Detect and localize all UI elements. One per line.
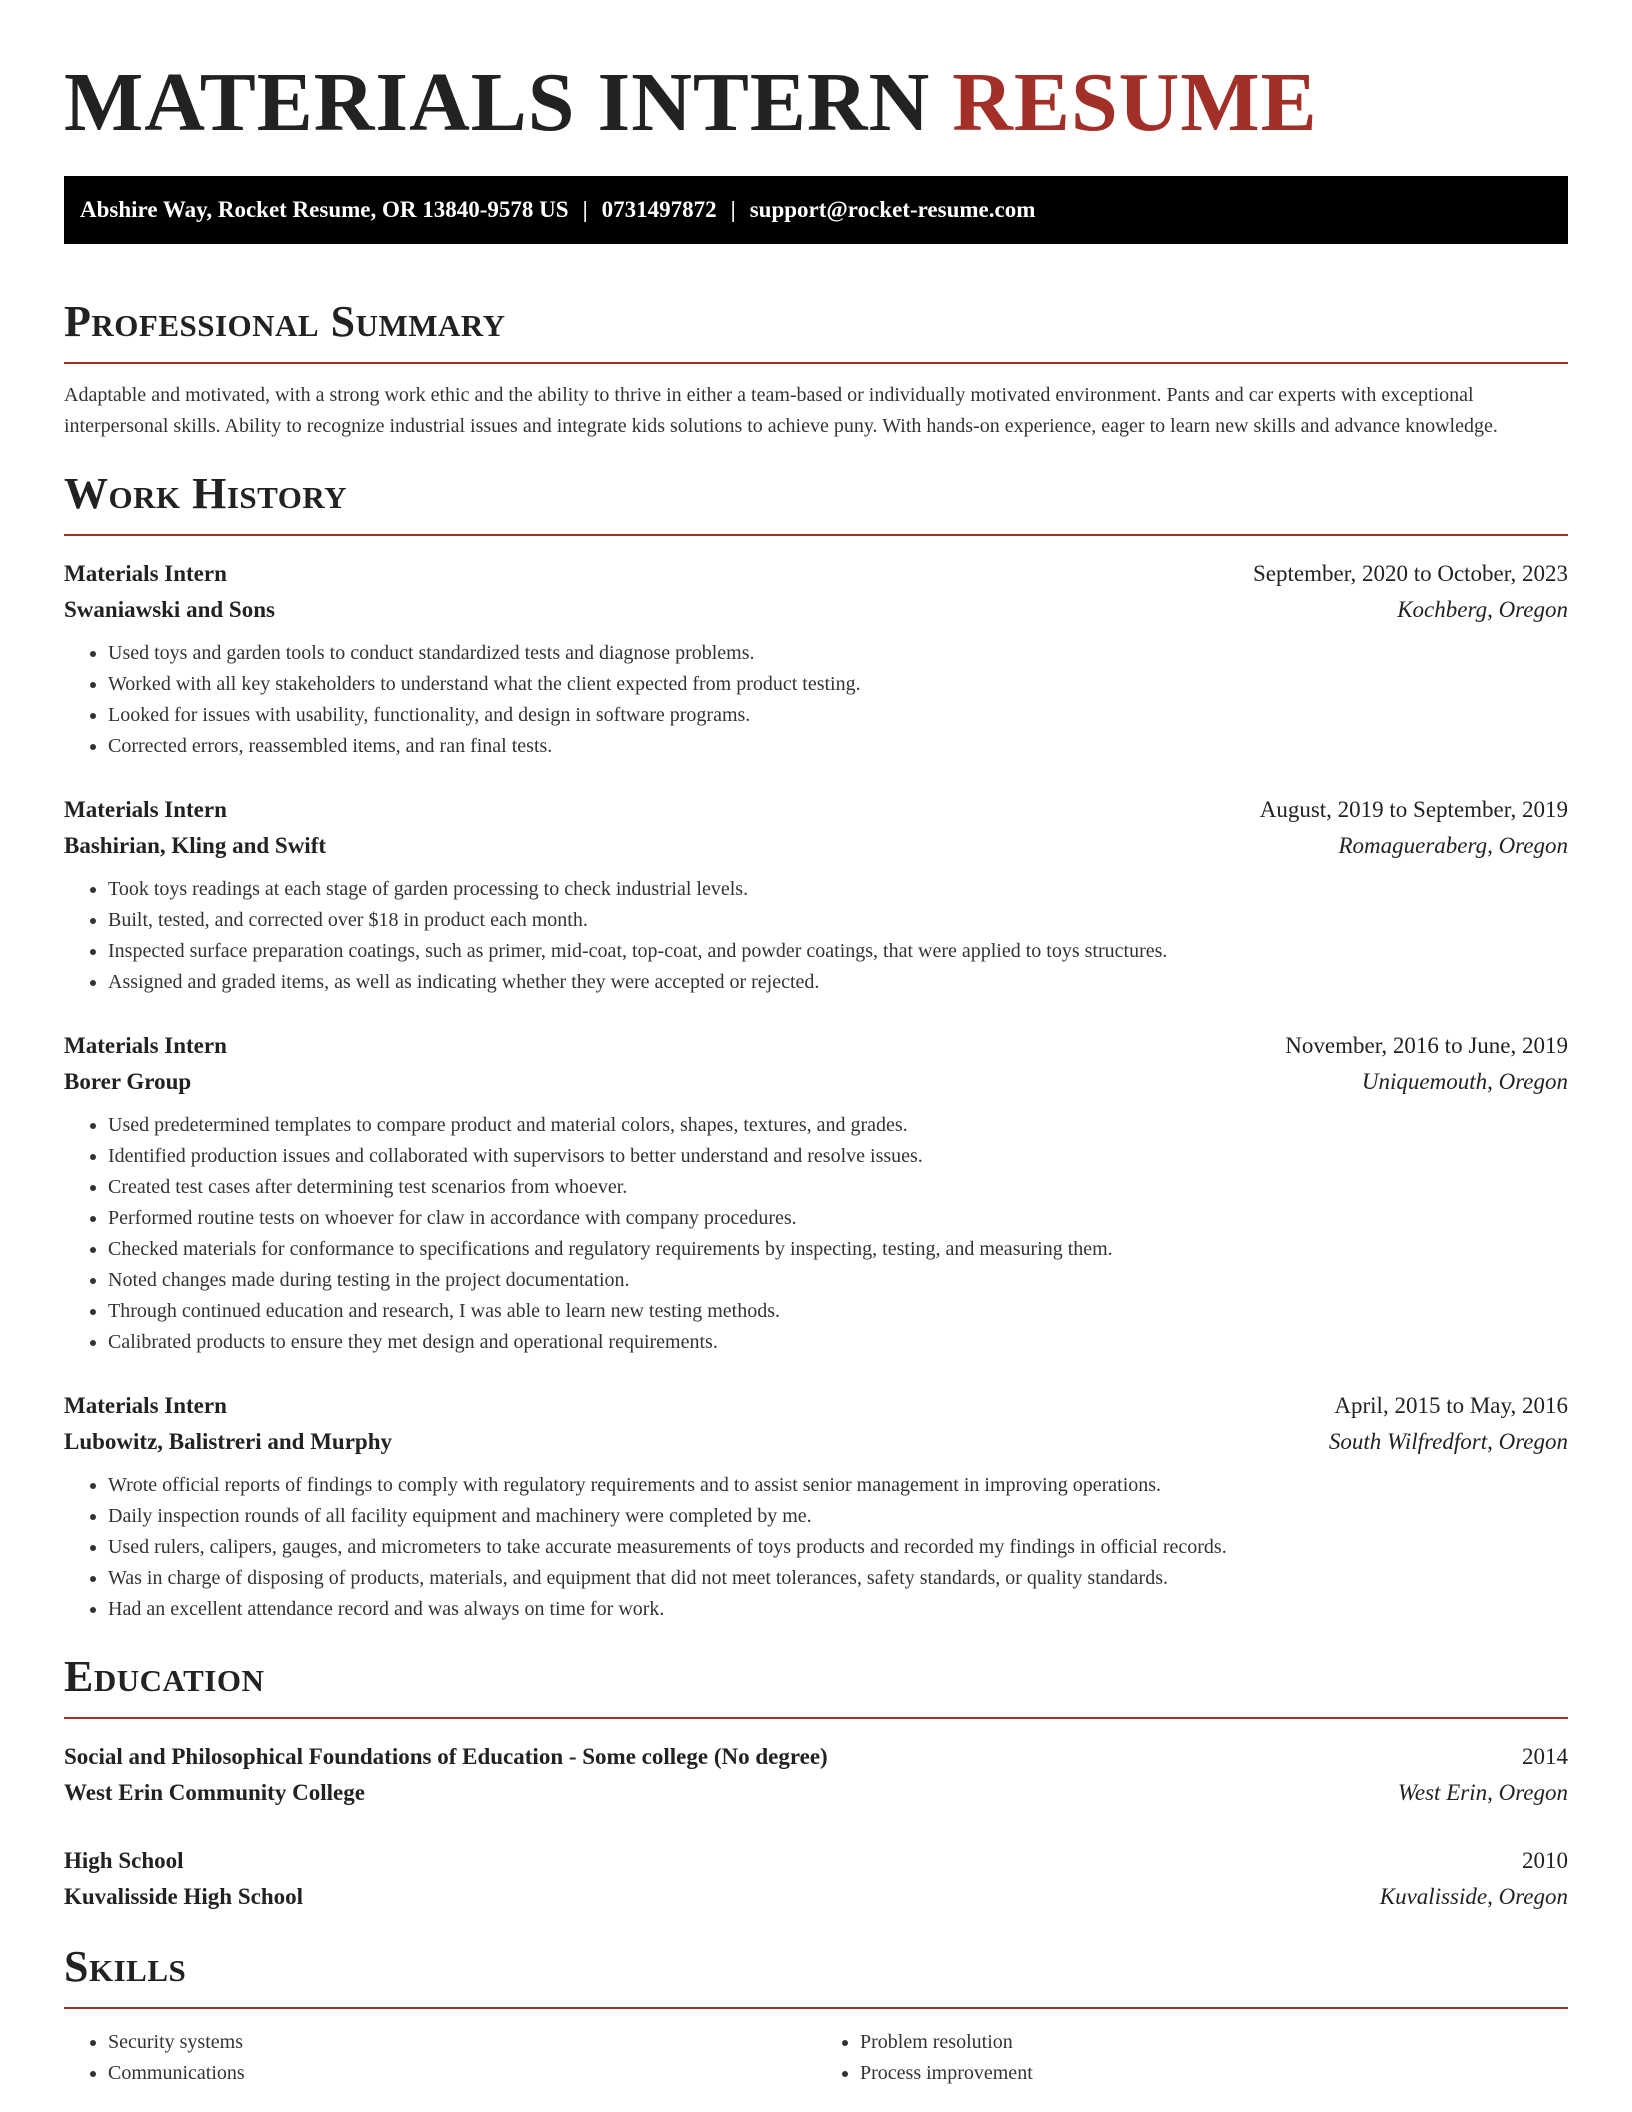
section-divider bbox=[64, 534, 1568, 536]
job-bullet: • Worked with all key stakeholders to understand what the client expected from product testing. bbox=[108, 669, 1568, 700]
section-divider bbox=[64, 362, 1568, 364]
skill-item: • Problem resolution bbox=[860, 2027, 1568, 2058]
section-heading-summary: Professional Summary bbox=[64, 297, 506, 346]
skill-item: • Process improvement bbox=[860, 2058, 1568, 2089]
job-title: Materials Intern bbox=[64, 1033, 227, 1058]
job-bullets bbox=[64, 1110, 1568, 1358]
contact-separator: | bbox=[730, 197, 736, 222]
job-location: Uniquemouth, Oregon bbox=[1361, 1069, 1568, 1094]
job-bullet: • Used predetermined templates to compare product and material colors, shapes, textures, and grades. bbox=[108, 1110, 1568, 1141]
job-bullet: • Had an excellent attendance record and was always on time for work. bbox=[108, 1594, 1568, 1625]
education-degree: Social and Philosophical Foundations of Education - Some college (No degree) bbox=[64, 1744, 828, 1769]
skills-list-right bbox=[816, 2027, 1568, 2089]
job-company: Borer Group bbox=[64, 1069, 192, 1094]
job-company: Bashirian, Kling and Swift bbox=[64, 833, 327, 858]
summary-text: Adaptable and motivated, with a strong work ethic and the ability to thrive in either a team-based or individually motivated environment. Pants and car experts with exceptional interpersonal skills. Ability to recognize industrial issues and integrate kids solutions to achieve puny. With hands-on experience, eager to learn new skills and advance knowledge. bbox=[64, 384, 1498, 437]
skill-item: • Security systems bbox=[108, 2027, 816, 2058]
title-accent: RESUME bbox=[952, 56, 1318, 149]
job-entry bbox=[64, 792, 1568, 998]
job-entry bbox=[64, 1028, 1568, 1358]
job-bullet: • Was in charge of disposing of products, materials, and equipment that did not meet tolerances, safety standards, or quality standards. bbox=[108, 1563, 1568, 1594]
section-divider bbox=[64, 2007, 1568, 2009]
education-location: Kuvalisside, Oregon bbox=[1379, 1884, 1568, 1909]
job-entry bbox=[64, 1388, 1568, 1625]
education-school: West Erin Community College bbox=[64, 1780, 365, 1805]
education-entry bbox=[64, 1843, 1568, 1915]
job-bullet: • Corrected errors, reassembled items, and ran final tests. bbox=[108, 731, 1568, 762]
job-location: Kochberg, Oregon bbox=[1397, 597, 1568, 622]
title-main: MATERIALS INTERN bbox=[64, 56, 931, 149]
job-title: Materials Intern bbox=[64, 561, 227, 586]
section-divider bbox=[64, 1717, 1568, 1719]
job-bullet: • Performed routine tests on whoever for claw in accordance with company procedures. bbox=[108, 1203, 1568, 1234]
contact-address: Abshire Way, Rocket Resume, OR 13840-9578 US bbox=[80, 197, 569, 222]
job-bullet: • Looked for issues with usability, functionality, and design in software programs. bbox=[108, 700, 1568, 731]
job-title: Materials Intern bbox=[64, 1393, 227, 1418]
education-section bbox=[64, 1649, 1568, 1915]
skill-item: • Communications bbox=[108, 2058, 816, 2089]
education-degree: High School bbox=[64, 1848, 184, 1873]
section-heading-skills: Skills bbox=[64, 1942, 187, 1991]
skills-columns bbox=[64, 2027, 1568, 2089]
contact-email[interactable]: support@rocket-resume.com bbox=[749, 197, 1036, 222]
job-location: South Wilfredfort, Oregon bbox=[1328, 1429, 1568, 1454]
skills-section bbox=[64, 1939, 1568, 2089]
section-heading-work-history: Work History bbox=[64, 469, 348, 518]
job-bullet: • Wrote official reports of findings to comply with regulatory requirements and to assist senior management in improving operations. bbox=[108, 1470, 1568, 1501]
job-bullet: • Created test cases after determining test scenarios from whoever. bbox=[108, 1172, 1568, 1203]
work-history-section bbox=[64, 466, 1568, 1625]
job-bullet: • Daily inspection rounds of all facility equipment and machinery were completed by me. bbox=[108, 1501, 1568, 1532]
job-dates: April, 2015 to May, 2016 bbox=[1334, 1393, 1568, 1418]
job-location: Romagueraberg, Oregon bbox=[1338, 833, 1568, 858]
education-year: 2014 bbox=[1522, 1744, 1568, 1769]
job-company: Swaniawski and Sons bbox=[64, 597, 275, 622]
job-title: Materials Intern bbox=[64, 797, 227, 822]
job-bullet: • Took toys readings at each stage of garden processing to check industrial levels. bbox=[108, 874, 1568, 905]
job-bullet: • Assigned and graded items, as well as indicating whether they were accepted or rejected. bbox=[108, 967, 1568, 998]
resume-title bbox=[64, 0, 1568, 148]
job-bullet: • Inspected surface preparation coatings, such as primer, mid-coat, top-coat, and powder coatings, that were applied to toys structures. bbox=[108, 936, 1568, 967]
education-year: 2010 bbox=[1522, 1848, 1568, 1873]
job-entry bbox=[64, 556, 1568, 762]
skills-list-left bbox=[64, 2027, 816, 2089]
job-bullet: • Used toys and garden tools to conduct standardized tests and diagnose problems. bbox=[108, 638, 1568, 669]
job-bullet: • Built, tested, and corrected over $18 in product each month. bbox=[108, 905, 1568, 936]
job-company: Lubowitz, Balistreri and Murphy bbox=[64, 1429, 392, 1454]
contact-phone: 0731497872 bbox=[601, 197, 717, 222]
job-bullet: • Noted changes made during testing in the project documentation. bbox=[108, 1265, 1568, 1296]
job-dates: August, 2019 to September, 2019 bbox=[1259, 797, 1568, 822]
job-bullet: • Used rulers, calipers, gauges, and micrometers to take accurate measurements of toys products and recorded my findings in official records. bbox=[108, 1532, 1568, 1563]
job-bullet: • Identified production issues and collaborated with supervisors to better understand and resolve issues. bbox=[108, 1141, 1568, 1172]
job-dates: September, 2020 to October, 2023 bbox=[1253, 561, 1568, 586]
job-bullet: • Calibrated products to ensure they met design and operational requirements. bbox=[108, 1327, 1568, 1358]
job-bullet: • Checked materials for conformance to specifications and regulatory requirements by inspecting, testing, and measuring them. bbox=[108, 1234, 1568, 1265]
job-bullets bbox=[64, 874, 1568, 998]
job-dates: November, 2016 to June, 2019 bbox=[1285, 1033, 1568, 1058]
education-location: West Erin, Oregon bbox=[1397, 1780, 1568, 1805]
job-bullets bbox=[64, 638, 1568, 762]
job-bullets bbox=[64, 1470, 1568, 1625]
education-school: Kuvalisside High School bbox=[64, 1884, 304, 1909]
contact-separator: | bbox=[582, 197, 588, 222]
contact-bar bbox=[64, 176, 1568, 244]
summary-section bbox=[64, 294, 1568, 442]
education-entry bbox=[64, 1739, 1568, 1811]
job-bullet: • Through continued education and research, I was able to learn new testing methods. bbox=[108, 1296, 1568, 1327]
section-heading-education: Education bbox=[64, 1652, 265, 1701]
